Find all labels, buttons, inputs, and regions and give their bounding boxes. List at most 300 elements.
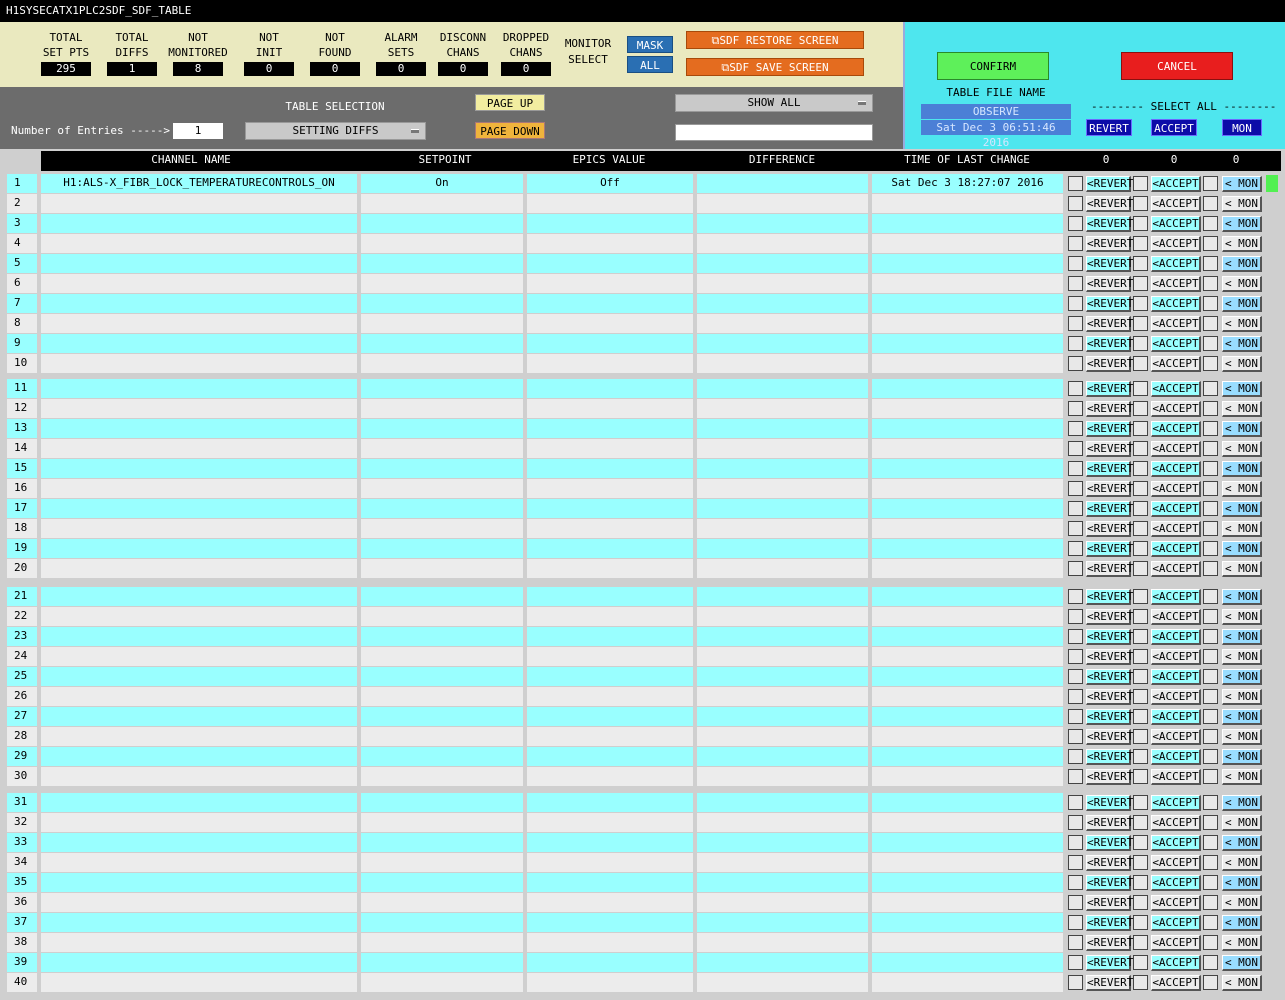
row-accept-button[interactable]: <ACCEPT xyxy=(1151,501,1201,517)
row-accept-button[interactable]: <ACCEPT xyxy=(1151,749,1201,765)
revert-checkbox[interactable] xyxy=(1068,356,1083,371)
revert-checkbox[interactable] xyxy=(1068,629,1083,644)
row-accept-button[interactable]: <ACCEPT xyxy=(1151,835,1201,851)
row-mon-button[interactable]: < MON xyxy=(1222,421,1262,437)
row-mon-button[interactable]: < MON xyxy=(1222,541,1262,557)
row-accept-button[interactable]: <ACCEPT xyxy=(1151,589,1201,605)
row-number: 14 xyxy=(7,439,37,458)
row-revert-button[interactable]: <REVERT xyxy=(1087,462,1134,475)
row-revert-button[interactable]: <REVERT xyxy=(1087,297,1134,310)
row-mon-button[interactable]: < MON xyxy=(1222,481,1262,497)
accept-checkbox[interactable] xyxy=(1133,421,1148,436)
accept-checkbox[interactable] xyxy=(1133,769,1148,784)
mon-checkbox[interactable] xyxy=(1203,541,1218,556)
mon-checkbox[interactable] xyxy=(1203,669,1218,684)
row-number: 39 xyxy=(7,953,37,972)
row-revert-button[interactable]: <REVERT xyxy=(1087,217,1134,230)
row-revert-button[interactable]: <REVERT xyxy=(1087,542,1134,555)
row-accept-button[interactable]: <ACCEPT xyxy=(1151,669,1201,685)
row-accept-button[interactable]: <ACCEPT xyxy=(1151,729,1201,745)
row-mon-button[interactable]: < MON xyxy=(1222,835,1262,851)
revert-checkbox[interactable] xyxy=(1068,236,1083,251)
revert-checkbox[interactable] xyxy=(1068,795,1083,810)
row-mon-button[interactable]: < MON xyxy=(1222,629,1262,645)
row-accept-button[interactable]: <ACCEPT xyxy=(1151,216,1201,232)
accept-checkbox[interactable] xyxy=(1133,589,1148,604)
accept-checkbox[interactable] xyxy=(1133,629,1148,644)
accept-checkbox[interactable] xyxy=(1133,795,1148,810)
row-revert-button[interactable]: <REVERT xyxy=(1087,670,1134,683)
row-number: 22 xyxy=(7,607,37,626)
row-accept-button[interactable]: <ACCEPT xyxy=(1151,561,1201,577)
cell-channel xyxy=(41,587,357,606)
row-accept-button[interactable]: <ACCEPT xyxy=(1151,441,1201,457)
mon-checkbox[interactable] xyxy=(1203,236,1218,251)
row-revert-button[interactable]: <REVERT xyxy=(1087,197,1134,210)
row-revert-button[interactable]: <REVERT xyxy=(1087,730,1134,743)
cell-difference xyxy=(697,833,868,852)
revert-checkbox[interactable] xyxy=(1068,461,1083,476)
cancel-button[interactable]: CANCEL xyxy=(1121,52,1233,80)
revert-checkbox[interactable] xyxy=(1068,609,1083,624)
row-number: 28 xyxy=(7,727,37,746)
row-accept-button[interactable]: <ACCEPT xyxy=(1151,709,1201,725)
mon-checkbox[interactable] xyxy=(1203,441,1218,456)
revert-checkbox[interactable] xyxy=(1068,501,1083,516)
revert-checkbox[interactable] xyxy=(1068,336,1083,351)
row-mon-button[interactable]: < MON xyxy=(1222,196,1262,212)
cell-channel xyxy=(41,354,357,373)
revert-checkbox[interactable] xyxy=(1068,256,1083,271)
row-revert-button[interactable]: <REVERT xyxy=(1087,710,1134,723)
row-mon-button[interactable]: < MON xyxy=(1222,356,1262,372)
revert-checkbox[interactable] xyxy=(1068,649,1083,664)
revert-checkbox[interactable] xyxy=(1068,749,1083,764)
mon-checkbox[interactable] xyxy=(1203,296,1218,311)
row-mon-button[interactable]: < MON xyxy=(1222,935,1262,951)
row-mon-button[interactable]: < MON xyxy=(1222,795,1262,811)
mon-checkbox[interactable] xyxy=(1203,356,1218,371)
row-revert-button[interactable]: <REVERT xyxy=(1087,856,1134,869)
row-revert-button[interactable]: <REVERT xyxy=(1087,876,1134,889)
cell-epics xyxy=(527,687,693,706)
mon-checkbox[interactable] xyxy=(1203,875,1218,890)
row-mon-button[interactable]: < MON xyxy=(1222,875,1262,891)
row-revert-button[interactable]: <REVERT xyxy=(1087,770,1134,783)
row-accept-button[interactable]: <ACCEPT xyxy=(1151,689,1201,705)
revert-checkbox[interactable] xyxy=(1068,196,1083,211)
revert-checkbox[interactable] xyxy=(1068,541,1083,556)
accept-checkbox[interactable] xyxy=(1133,236,1148,251)
revert-checkbox[interactable] xyxy=(1068,561,1083,576)
row-mon-button[interactable]: < MON xyxy=(1222,749,1262,765)
accept-checkbox[interactable] xyxy=(1133,196,1148,211)
accept-checkbox[interactable] xyxy=(1133,356,1148,371)
mon-checkbox[interactable] xyxy=(1203,955,1218,970)
cell-epics xyxy=(527,194,693,213)
row-mon-button[interactable]: < MON xyxy=(1222,589,1262,605)
accept-checkbox[interactable] xyxy=(1133,276,1148,291)
row-accept-button[interactable]: <ACCEPT xyxy=(1151,649,1201,665)
row-accept-button[interactable]: <ACCEPT xyxy=(1151,296,1201,312)
row-accept-button[interactable]: <ACCEPT xyxy=(1151,935,1201,951)
row-accept-button[interactable]: <ACCEPT xyxy=(1151,236,1201,252)
mon-checkbox[interactable] xyxy=(1203,915,1218,930)
row-revert-button[interactable]: <REVERT xyxy=(1087,976,1134,989)
cell-channel xyxy=(41,893,357,912)
row-accept-button[interactable]: <ACCEPT xyxy=(1151,481,1201,497)
accept-checkbox[interactable] xyxy=(1133,336,1148,351)
row-mon-button[interactable]: < MON xyxy=(1222,336,1262,352)
row-revert-button[interactable]: <REVERT xyxy=(1087,610,1134,623)
revert-checkbox[interactable] xyxy=(1068,441,1083,456)
mon-checkbox[interactable] xyxy=(1203,795,1218,810)
cell-setpoint xyxy=(361,953,523,972)
accept-checkbox[interactable] xyxy=(1133,649,1148,664)
revert-checkbox[interactable] xyxy=(1068,875,1083,890)
page-down-button[interactable]: PAGE DOWN xyxy=(475,122,545,139)
accept-checkbox[interactable] xyxy=(1133,669,1148,684)
row-mon-button[interactable]: < MON xyxy=(1222,501,1262,517)
revert-checkbox[interactable] xyxy=(1068,709,1083,724)
row-mon-button[interactable]: < MON xyxy=(1222,296,1262,312)
row-mon-button[interactable]: < MON xyxy=(1222,176,1262,192)
mon-checkbox[interactable] xyxy=(1203,609,1218,624)
row-revert-button[interactable]: <REVERT xyxy=(1087,277,1134,290)
accept-checkbox[interactable] xyxy=(1133,749,1148,764)
accept-checkbox[interactable] xyxy=(1133,729,1148,744)
cell-setpoint xyxy=(361,853,523,872)
revert-checkbox[interactable] xyxy=(1068,855,1083,870)
row-revert-button[interactable]: <REVERT xyxy=(1087,750,1134,763)
revert-checkbox[interactable] xyxy=(1068,975,1083,990)
cell-time xyxy=(872,813,1063,832)
cell-epics xyxy=(527,334,693,353)
revert-checkbox[interactable] xyxy=(1068,935,1083,950)
accept-checkbox[interactable] xyxy=(1133,541,1148,556)
accept-checkbox[interactable] xyxy=(1133,501,1148,516)
row-accept-button[interactable]: <ACCEPT xyxy=(1151,915,1201,931)
mask-button[interactable]: MASK xyxy=(627,36,673,53)
select-all-accept-button[interactable]: ACCEPT xyxy=(1151,119,1197,136)
cell-difference xyxy=(697,747,868,766)
mon-checkbox[interactable] xyxy=(1203,895,1218,910)
revert-checkbox[interactable] xyxy=(1068,401,1083,416)
revert-checkbox[interactable] xyxy=(1068,589,1083,604)
row-revert-button[interactable]: <REVERT xyxy=(1087,337,1134,350)
all-button[interactable]: ALL xyxy=(627,56,673,73)
row-mon-button[interactable]: < MON xyxy=(1222,855,1262,871)
row-accept-button[interactable]: <ACCEPT xyxy=(1151,769,1201,785)
mon-checkbox[interactable] xyxy=(1203,401,1218,416)
row-mon-button[interactable]: < MON xyxy=(1222,561,1262,577)
mon-checkbox[interactable] xyxy=(1203,769,1218,784)
row-mon-button[interactable]: < MON xyxy=(1222,401,1262,417)
row-mon-button[interactable]: < MON xyxy=(1222,669,1262,685)
table-selection-menu[interactable] xyxy=(245,122,426,140)
row-mon-button[interactable]: < MON xyxy=(1222,649,1262,665)
accept-checkbox[interactable] xyxy=(1133,401,1148,416)
mon-checkbox[interactable] xyxy=(1203,216,1218,231)
mon-checkbox[interactable] xyxy=(1203,629,1218,644)
row-revert-button[interactable]: <REVERT xyxy=(1087,956,1134,969)
mon-checkbox[interactable] xyxy=(1203,749,1218,764)
mon-checkbox[interactable] xyxy=(1203,729,1218,744)
cell-difference xyxy=(697,647,868,666)
row-accept-button[interactable]: <ACCEPT xyxy=(1151,975,1201,991)
cell-difference xyxy=(697,913,868,932)
row-accept-button[interactable]: <ACCEPT xyxy=(1151,629,1201,645)
row-mon-button[interactable]: < MON xyxy=(1222,769,1262,785)
revert-checkbox[interactable] xyxy=(1068,769,1083,784)
row-accept-button[interactable]: <ACCEPT xyxy=(1151,316,1201,332)
row-accept-button[interactable]: <ACCEPT xyxy=(1151,176,1201,192)
row-revert-button[interactable]: <REVERT xyxy=(1087,177,1134,190)
sdf-save-screen-button[interactable]: ⧉SDF SAVE SCREEN xyxy=(686,58,864,76)
row-revert-button[interactable]: <REVERT xyxy=(1087,422,1134,435)
mon-checkbox[interactable] xyxy=(1203,689,1218,704)
row-revert-button[interactable]: <REVERT xyxy=(1087,502,1134,515)
row-revert-button[interactable]: <REVERT xyxy=(1087,916,1134,929)
cell-channel xyxy=(41,627,357,646)
accept-checkbox[interactable] xyxy=(1133,381,1148,396)
revert-checkbox[interactable] xyxy=(1068,729,1083,744)
revert-checkbox[interactable] xyxy=(1068,316,1083,331)
accept-checkbox[interactable] xyxy=(1133,935,1148,950)
revert-checkbox[interactable] xyxy=(1068,815,1083,830)
row-accept-button[interactable]: <ACCEPT xyxy=(1151,381,1201,397)
row-accept-button[interactable]: <ACCEPT xyxy=(1151,461,1201,477)
revert-checkbox[interactable] xyxy=(1068,955,1083,970)
cell-time: Sat Dec 3 18:27:07 2016 xyxy=(872,174,1063,193)
mon-checkbox[interactable] xyxy=(1203,176,1218,191)
row-revert-button[interactable]: <REVERT xyxy=(1087,257,1134,270)
row-mon-button[interactable]: < MON xyxy=(1222,256,1262,272)
row-mon-button[interactable]: < MON xyxy=(1222,609,1262,625)
cell-epics xyxy=(527,234,693,253)
accept-checkbox[interactable] xyxy=(1133,835,1148,850)
cell-time xyxy=(872,499,1063,518)
row-accept-button[interactable]: <ACCEPT xyxy=(1151,895,1201,911)
row-mon-button[interactable]: < MON xyxy=(1222,689,1262,705)
mon-checkbox[interactable] xyxy=(1203,815,1218,830)
row-mon-button[interactable]: < MON xyxy=(1222,815,1262,831)
cell-setpoint xyxy=(361,294,523,313)
row-number: 27 xyxy=(7,707,37,726)
revert-checkbox[interactable] xyxy=(1068,689,1083,704)
mon-checkbox[interactable] xyxy=(1203,835,1218,850)
cell-channel xyxy=(41,647,357,666)
row-revert-button[interactable]: <REVERT xyxy=(1087,382,1134,395)
accept-checkbox[interactable] xyxy=(1133,855,1148,870)
mon-checkbox[interactable] xyxy=(1203,276,1218,291)
mon-checkbox[interactable] xyxy=(1203,256,1218,271)
row-mon-button[interactable]: < MON xyxy=(1222,316,1262,332)
row-accept-button[interactable]: <ACCEPT xyxy=(1151,196,1201,212)
mon-checkbox[interactable] xyxy=(1203,561,1218,576)
cell-channel xyxy=(41,294,357,313)
revert-checkbox[interactable] xyxy=(1068,216,1083,231)
cell-difference xyxy=(697,559,868,578)
cell-channel xyxy=(41,559,357,578)
cell-epics xyxy=(527,913,693,932)
stat-total-set-pts xyxy=(36,30,96,76)
row-accept-button[interactable]: <ACCEPT xyxy=(1151,401,1201,417)
accept-checkbox[interactable] xyxy=(1133,709,1148,724)
accept-checkbox[interactable] xyxy=(1133,481,1148,496)
revert-checkbox[interactable] xyxy=(1068,296,1083,311)
cell-time xyxy=(872,334,1063,353)
row-revert-button[interactable]: <REVERT xyxy=(1087,402,1134,415)
mon-checkbox[interactable] xyxy=(1203,589,1218,604)
accept-checkbox[interactable] xyxy=(1133,296,1148,311)
mon-checkbox[interactable] xyxy=(1203,316,1218,331)
row-number: 33 xyxy=(7,833,37,852)
mon-checkbox[interactable] xyxy=(1203,381,1218,396)
mon-checkbox[interactable] xyxy=(1203,975,1218,990)
mon-checkbox[interactable] xyxy=(1203,935,1218,950)
accept-checkbox[interactable] xyxy=(1133,521,1148,536)
mon-checkbox[interactable] xyxy=(1203,461,1218,476)
row-number: 16 xyxy=(7,479,37,498)
accept-checkbox[interactable] xyxy=(1133,689,1148,704)
mon-checkbox[interactable] xyxy=(1203,196,1218,211)
row-revert-button[interactable]: <REVERT xyxy=(1087,442,1134,455)
row-accept-button[interactable]: <ACCEPT xyxy=(1151,795,1201,811)
accept-checkbox[interactable] xyxy=(1133,461,1148,476)
confirm-button[interactable]: CONFIRM xyxy=(937,52,1049,80)
row-revert-button[interactable]: <REVERT xyxy=(1087,317,1134,330)
mon-checkbox[interactable] xyxy=(1203,855,1218,870)
accept-checkbox[interactable] xyxy=(1133,256,1148,271)
row-revert-button[interactable]: <REVERT xyxy=(1087,796,1134,809)
row-mon-button[interactable]: < MON xyxy=(1222,915,1262,931)
show-all-menu[interactable] xyxy=(675,94,873,112)
row-mon-button[interactable]: < MON xyxy=(1222,521,1262,537)
revert-checkbox[interactable] xyxy=(1068,176,1083,191)
row-accept-button[interactable]: <ACCEPT xyxy=(1151,256,1201,272)
accept-checkbox[interactable] xyxy=(1133,316,1148,331)
row-revert-button[interactable]: <REVERT xyxy=(1087,590,1134,603)
revert-checkbox[interactable] xyxy=(1068,835,1083,850)
select-all-revert-button[interactable]: REVERT xyxy=(1086,119,1132,136)
mon-checkbox[interactable] xyxy=(1203,501,1218,516)
sdf-restore-screen-button[interactable]: ⧉SDF RESTORE SCREEN xyxy=(686,31,864,49)
row-number: 35 xyxy=(7,873,37,892)
row-number: 13 xyxy=(7,419,37,438)
row-accept-button[interactable]: <ACCEPT xyxy=(1151,609,1201,625)
diff-indicator xyxy=(1266,175,1278,192)
mon-checkbox[interactable] xyxy=(1203,709,1218,724)
row-mon-button[interactable]: < MON xyxy=(1222,461,1262,477)
cell-epics xyxy=(527,813,693,832)
row-revert-button[interactable]: <REVERT xyxy=(1087,836,1134,849)
row-number: 23 xyxy=(7,627,37,646)
row-mon-button[interactable]: < MON xyxy=(1222,216,1262,232)
accept-checkbox[interactable] xyxy=(1133,875,1148,890)
accept-checkbox[interactable] xyxy=(1133,915,1148,930)
cell-epics xyxy=(527,767,693,786)
row-accept-button[interactable]: <ACCEPT xyxy=(1151,421,1201,437)
row-revert-button[interactable]: <REVERT xyxy=(1087,562,1134,575)
cell-difference xyxy=(697,214,868,233)
row-accept-button[interactable]: <ACCEPT xyxy=(1151,276,1201,292)
row-revert-button[interactable]: <REVERT xyxy=(1087,630,1134,643)
page-up-button[interactable]: PAGE UP xyxy=(475,94,545,111)
accept-checkbox[interactable] xyxy=(1133,955,1148,970)
row-mon-button[interactable]: < MON xyxy=(1222,441,1262,457)
row-accept-button[interactable]: <ACCEPT xyxy=(1151,521,1201,537)
row-revert-button[interactable]: <REVERT xyxy=(1087,482,1134,495)
row-mon-button[interactable]: < MON xyxy=(1222,729,1262,745)
mon-checkbox[interactable] xyxy=(1203,521,1218,536)
revert-checkbox[interactable] xyxy=(1068,421,1083,436)
accept-checkbox[interactable] xyxy=(1133,441,1148,456)
row-mon-button[interactable]: < MON xyxy=(1222,895,1262,911)
row-revert-button[interactable]: <REVERT xyxy=(1087,816,1134,829)
row-accept-button[interactable]: <ACCEPT xyxy=(1151,875,1201,891)
row-mon-button[interactable]: < MON xyxy=(1222,381,1262,397)
accept-checkbox[interactable] xyxy=(1133,561,1148,576)
mon-checkbox[interactable] xyxy=(1203,336,1218,351)
revert-checkbox[interactable] xyxy=(1068,669,1083,684)
revert-checkbox[interactable] xyxy=(1068,521,1083,536)
mon-checkbox[interactable] xyxy=(1203,649,1218,664)
row-revert-button[interactable]: <REVERT xyxy=(1087,522,1134,535)
row-revert-button[interactable]: <REVERT xyxy=(1087,650,1134,663)
row-accept-button[interactable]: <ACCEPT xyxy=(1151,855,1201,871)
revert-checkbox[interactable] xyxy=(1068,381,1083,396)
revert-checkbox[interactable] xyxy=(1068,276,1083,291)
row-accept-button[interactable]: <ACCEPT xyxy=(1151,356,1201,372)
row-revert-button[interactable]: <REVERT xyxy=(1087,237,1134,250)
accept-checkbox[interactable] xyxy=(1133,895,1148,910)
row-mon-button[interactable]: < MON xyxy=(1222,276,1262,292)
cell-difference xyxy=(697,707,868,726)
row-mon-button[interactable]: < MON xyxy=(1222,709,1262,725)
accept-checkbox[interactable] xyxy=(1133,609,1148,624)
row-accept-button[interactable]: <ACCEPT xyxy=(1151,815,1201,831)
row-mon-button[interactable]: < MON xyxy=(1222,975,1262,991)
row-mon-button[interactable]: < MON xyxy=(1222,955,1262,971)
row-accept-button[interactable]: <ACCEPT xyxy=(1151,541,1201,557)
row-accept-button[interactable]: <ACCEPT xyxy=(1151,336,1201,352)
accept-checkbox[interactable] xyxy=(1133,815,1148,830)
cell-epics xyxy=(527,539,693,558)
accept-checkbox[interactable] xyxy=(1133,176,1148,191)
cell-channel xyxy=(41,399,357,418)
select-all-mon-button[interactable]: MON xyxy=(1222,119,1262,136)
mon-checkbox[interactable] xyxy=(1203,481,1218,496)
row-revert-button[interactable]: <REVERT xyxy=(1087,896,1134,909)
row-revert-button[interactable]: <REVERT xyxy=(1087,357,1134,370)
mon-checkbox[interactable] xyxy=(1203,421,1218,436)
window-title: H1SYSECATX1PLC2SDF_SDF_TABLE xyxy=(0,0,1285,22)
filter-text-field[interactable] xyxy=(675,124,873,141)
revert-checkbox[interactable] xyxy=(1068,915,1083,930)
header-accept-count: 0 xyxy=(1170,153,1178,166)
row-accept-button[interactable]: <ACCEPT xyxy=(1151,955,1201,971)
cell-setpoint xyxy=(361,539,523,558)
revert-checkbox[interactable] xyxy=(1068,895,1083,910)
row-mon-button[interactable]: < MON xyxy=(1222,236,1262,252)
revert-checkbox[interactable] xyxy=(1068,481,1083,496)
row-revert-button[interactable]: <REVERT xyxy=(1087,690,1134,703)
cell-time xyxy=(872,727,1063,746)
accept-checkbox[interactable] xyxy=(1133,216,1148,231)
row-revert-button[interactable]: <REVERT xyxy=(1087,936,1134,949)
accept-checkbox[interactable] xyxy=(1133,975,1148,990)
